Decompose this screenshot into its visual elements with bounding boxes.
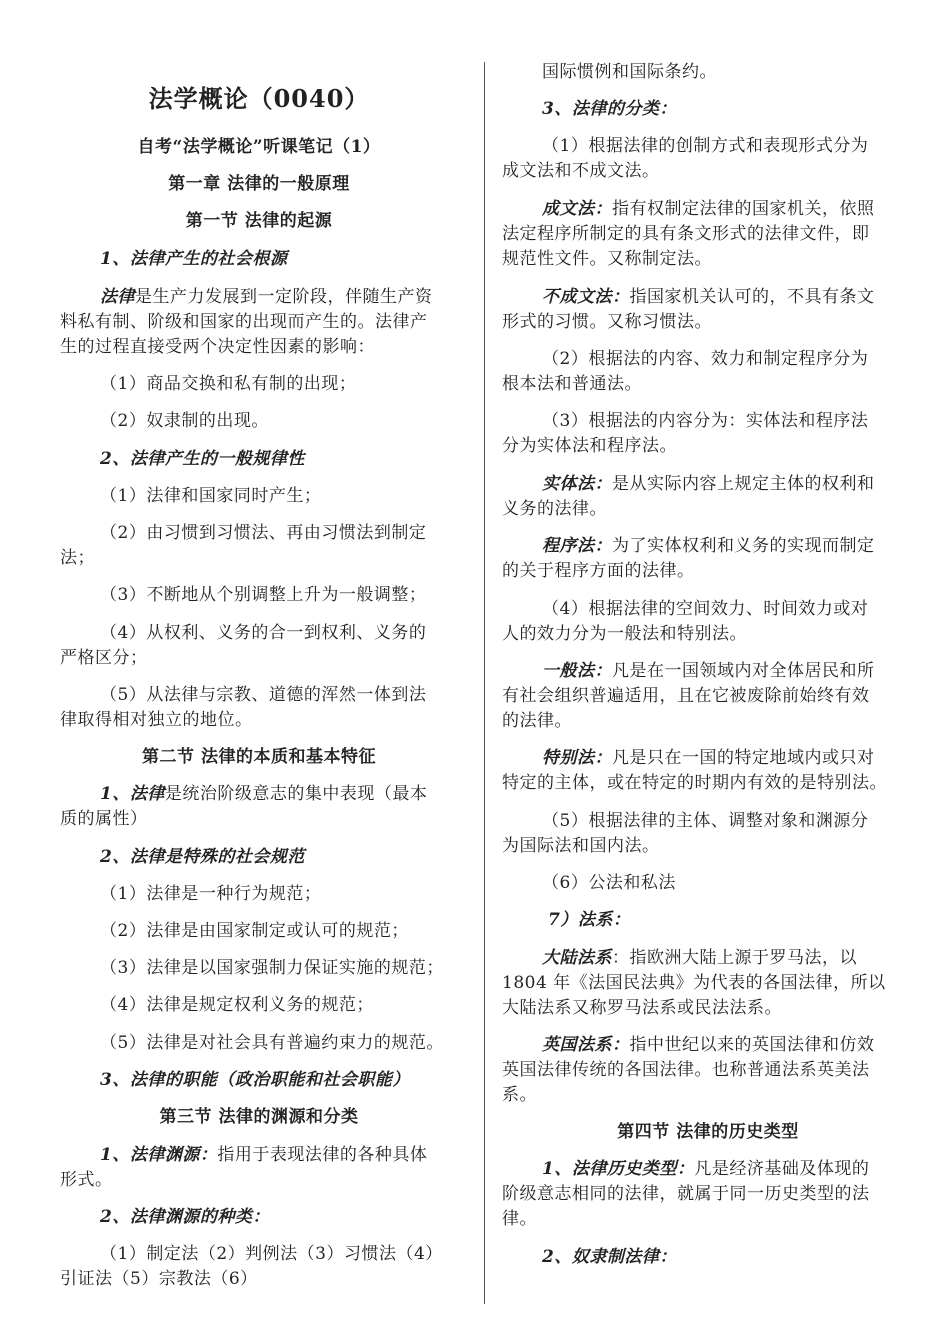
definition-cont: 的关于程序方面的法律。 [502, 561, 695, 581]
list-item: （2）法律是由国家制定或认可的规范； [100, 921, 409, 941]
document-title: 法学概论（0040） [148, 84, 370, 113]
paragraph-law-line3: 生的过程直接受两个决定性因素的影响： [60, 337, 375, 357]
heading-1-2: 2、法律产生的一般规律性 [100, 449, 305, 469]
definition-cont: 1804 年《法国民法典》为代表的各国法律，所以 [502, 973, 886, 993]
list-item: （5）法律是对社会具有普遍约束力的规范。 [100, 1033, 444, 1053]
list-item: （5）从法律与宗教、道德的浑然一体到法 [100, 685, 427, 705]
heading-2-2: 2、法律是特殊的社会规范 [100, 847, 305, 867]
list-item: （3）不断地从个别调整上升为一般调整； [100, 585, 427, 605]
heading-3-2: 2、法律渊源的种类： [100, 1207, 270, 1227]
list-item: （5）根据法律的主体、调整对象和渊源分 [542, 811, 869, 831]
definition-continental-law: 大陆法系：指欧洲大陆上源于罗马法，以 [542, 948, 857, 968]
list-item: （4）法律是规定权利义务的规范； [100, 995, 374, 1015]
list-item-cont: 人的效力分为一般法和特别法。 [502, 624, 747, 644]
list-item: （2）奴隶制的出现。 [100, 411, 269, 431]
continuation-line: 国际惯例和国际条约。 [542, 62, 717, 82]
definition-cont: 英国法律传统的各国法律。也称普通法系英美法 [502, 1060, 870, 1080]
heading-legal-systems: 7）法系： [548, 910, 631, 930]
definition-cont: 系。 [502, 1085, 537, 1105]
heading-3-3: 3、法律的分类： [542, 99, 677, 119]
paragraph-law-line2: 料私有制、阶级和国家的出现而产生的。法律产 [60, 312, 428, 332]
list-item-cont: 根本法和普通法。 [502, 374, 642, 394]
list-item: （1）商品交换和私有制的出现； [100, 374, 357, 394]
paragraph-kinds-cont: 引证法（5）宗教法（6） [60, 1269, 258, 1289]
heading-2-3: 3、法律的职能（政治职能和社会职能） [100, 1070, 410, 1090]
definition-cont: 有社会组织普遍适用，且在它被废除前始终有效 [502, 686, 870, 706]
definition-cont: 法定程序所制定的具有条文形式的法律文件，即 [502, 224, 870, 244]
list-item-cont: 成文法和不成文法。 [502, 161, 660, 181]
definition-english-law: 英国法系：指中世纪以来的英国法律和仿效 [542, 1035, 875, 1055]
heading-4-2: 2、奴隶制法律： [542, 1247, 677, 1267]
list-item-cont: 分为实体法和程序法。 [502, 436, 677, 456]
list-item: （1）法律和国家同时产生； [100, 486, 322, 506]
list-item-cont: 为国际法和国内法。 [502, 836, 660, 856]
list-item-cont: 律取得相对独立的地位。 [60, 710, 253, 730]
list-item: （1）法律是一种行为规范； [100, 884, 322, 904]
heading-1-1: 1、法律产生的社会根源 [100, 249, 288, 269]
definition-cont: 大陆法系又称罗马法系或民法法系。 [502, 998, 782, 1018]
definition-cont: 义务的法律。 [502, 499, 607, 519]
paragraph-kinds: （1）制定法（2）判例法（3）习惯法（4） [100, 1244, 443, 1264]
definition-cont: 形式的习惯。又称习惯法。 [502, 312, 712, 332]
list-item: （3）法律是以国家强制力保证实施的规范； [100, 958, 444, 978]
list-item: （6）公法和私法 [542, 873, 676, 893]
list-item: （2）根据法的内容、效力和制定程序分为 [542, 349, 869, 369]
list-item: （3）根据法的内容分为：实体法和程序法 [542, 411, 869, 431]
section-heading-2: 第二节 法律的本质和基本特征 [142, 747, 376, 767]
list-item-cont: 法； [60, 548, 95, 568]
list-item: （2）由习惯到习惯法、再由习惯法到制定 [100, 523, 427, 543]
definition-written-law: 成文法：指有权制定法律的国家机关，依照 [542, 199, 875, 219]
definition-cont: 律。 [502, 1209, 537, 1229]
list-item-cont: 严格区分； [60, 648, 148, 668]
definition-procedural-law: 程序法：为了实体权利和义务的实现而制定 [542, 536, 875, 556]
heading-3-1-cont: 形式。 [60, 1170, 113, 1190]
term-law: 法律 [100, 287, 135, 307]
definition-cont: 特定的主体，或在特定的时期内有效的是特别法。 [502, 773, 887, 793]
definition-general-law: 一般法：凡是在一国领域内对全体居民和所 [542, 661, 875, 681]
definition-unwritten-law: 不成文法：指国家机关认可的，不具有条文 [542, 287, 875, 307]
definition-special-law: 特别法：凡是只在一国的特定地域内或只对 [542, 748, 875, 768]
list-item: （1）根据法律的创制方式和表现形式分为 [542, 136, 869, 156]
list-item: （4）从权利、义务的合一到权利、义务的 [100, 623, 427, 643]
column-divider [484, 62, 485, 1304]
section-heading-3: 第三节 法律的渊源和分类 [159, 1107, 359, 1127]
definition-cont: 规范性文件。又称制定法。 [502, 249, 712, 269]
heading-2-1: 1、法律是统治阶级意志的集中表现（最本 [100, 784, 428, 804]
section-heading-4: 第四节 法律的历史类型 [617, 1122, 799, 1142]
chapter-heading: 第一章 法律的一般原理 [168, 174, 350, 194]
definition-cont: 的法律。 [502, 711, 572, 731]
heading-3-1: 1、法律渊源：指用于表现法律的各种具体 [100, 1145, 428, 1165]
definition-cont: 阶级意志相同的法律，就属于同一历史类型的法 [502, 1184, 870, 1204]
heading-2-1-cont: 质的属性） [60, 809, 148, 829]
heading-4-1: 1、法律历史类型：凡是经济基础及体现的 [542, 1159, 870, 1179]
section-heading-1: 第一节 法律的起源 [185, 211, 333, 231]
subtitle: 自考“法学概论”听课笔记（1） [137, 137, 381, 157]
paragraph-law: 法律是生产力发展到一定阶段，伴随生产资 [100, 287, 433, 307]
list-item: （4）根据法律的空间效力、时间效力或对 [542, 599, 869, 619]
definition-substantive-law: 实体法：是从实际内容上规定主体的权利和 [542, 474, 875, 494]
